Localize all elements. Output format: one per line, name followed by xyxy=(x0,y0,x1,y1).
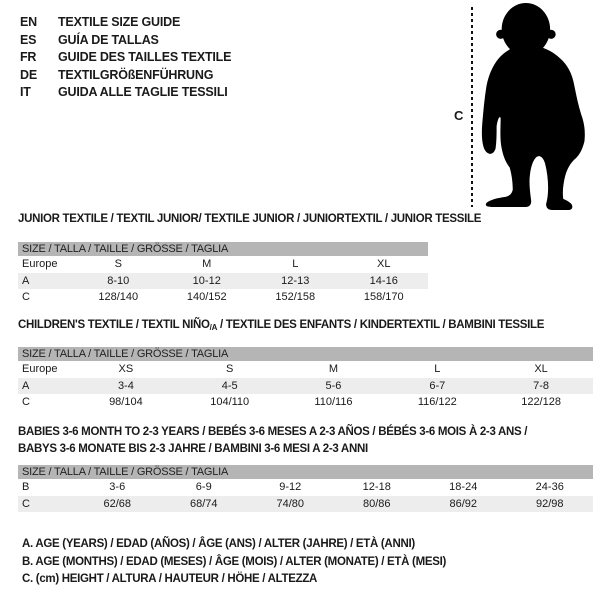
toddler-silhouette-icon xyxy=(479,2,596,212)
table-cell: 24-36 xyxy=(535,481,564,493)
language-code: EN xyxy=(20,15,37,29)
row-label: A xyxy=(22,379,30,392)
row-label: C xyxy=(22,291,30,303)
table-cell: 14-16 xyxy=(369,274,398,287)
height-measure-dashed-line xyxy=(471,7,473,207)
table-row xyxy=(18,496,593,513)
language-list xyxy=(20,14,231,102)
children-title-pre: CHILDREN'S TEXTILE / TEXTIL NIÑO xyxy=(18,319,210,331)
table-row xyxy=(18,273,428,290)
children-title-sub: /A xyxy=(209,323,218,332)
table-row xyxy=(18,394,593,411)
table-cell: M xyxy=(328,363,339,375)
table-cell: 110/116 xyxy=(314,396,353,408)
table-cell: 10-12 xyxy=(192,274,221,287)
row-label: Europe xyxy=(22,258,58,270)
language-code: DE xyxy=(20,67,37,82)
table-cell: XL xyxy=(534,363,548,375)
language-row xyxy=(20,14,231,32)
footnotes xyxy=(22,536,446,589)
table-cell: 104/110 xyxy=(210,396,250,408)
table-cell: 80/86 xyxy=(362,497,391,510)
children-table-title xyxy=(18,319,544,332)
table-cell: 86/92 xyxy=(449,497,478,510)
row-label: A xyxy=(22,274,30,287)
table-cell: 3-4 xyxy=(117,379,134,392)
row-label: C xyxy=(22,497,30,510)
table-cell: S xyxy=(226,363,234,375)
table-cell: XL xyxy=(377,258,391,270)
table-cell: 12-13 xyxy=(281,274,310,287)
children-size-table xyxy=(18,347,593,411)
row-label: B xyxy=(22,481,30,493)
language-label: GUIDE DES TAILLES TEXTILE xyxy=(58,50,232,64)
size-header-bar: SIZE / TALLA / TAILLE / GRÖSSE / TAGLIA xyxy=(18,242,428,256)
language-row xyxy=(20,32,231,50)
language-row xyxy=(20,67,231,85)
language-label: TEXTILGRÖßENFÜHRUNG xyxy=(58,67,214,82)
babies-title-line1: BABIES 3-6 MONTH TO 2-3 YEARS / BEBÉS 3-6 MESES A 2-3 AÑOS / BÉBÉS 3-6 MOIS À 2-3 ANS / xyxy=(18,426,528,438)
footnote-c: C. (cm) HEIGHT / ALTURA / HAUTEUR / HÖHE / ALTEZZA xyxy=(22,573,318,585)
table-cell: 7-8 xyxy=(533,379,550,392)
babies-size-table xyxy=(18,465,593,512)
table-cell: 3-6 xyxy=(109,481,126,493)
footnote-a: A. AGE (YEARS) / EDAD (AÑOS) / ÂGE (ANS) / ALTER (JAHRE) / ETÀ (ANNI) xyxy=(22,538,415,550)
table-row xyxy=(18,256,428,273)
junior-table-title: JUNIOR TEXTILE / TEXTIL JUNIOR/ TEXTILE JUNIOR / JUNIORTEXTIL / JUNIOR TESSILE xyxy=(18,213,482,225)
babies-title-line2: BABYS 3-6 MONATE BIS 2-3 JAHRE / BAMBINI 3-6 MESI A 2-3 ANNI xyxy=(18,443,368,455)
table-cell: 116/122 xyxy=(417,396,457,408)
language-label: GUÍA DE TALLAS xyxy=(58,32,159,47)
language-row xyxy=(20,84,231,102)
language-row xyxy=(20,49,231,67)
table-cell: 122/128 xyxy=(521,396,561,408)
language-code: IT xyxy=(20,85,31,99)
table-cell: 128/140 xyxy=(98,291,139,303)
row-label: Europe xyxy=(22,363,58,375)
table-cell: XS xyxy=(118,363,134,375)
table-cell: M xyxy=(202,258,212,270)
size-header-bar: SIZE / TALLA / TAILLE / GRÖSSE / TAGLIA xyxy=(18,465,593,479)
table-cell: 9-12 xyxy=(279,481,302,493)
language-code: FR xyxy=(20,50,37,64)
table-cell: L xyxy=(434,363,441,375)
table-cell: 152/158 xyxy=(275,291,316,303)
table-cell: 6-7 xyxy=(429,379,446,392)
table-row xyxy=(18,479,593,496)
table-cell: 8-10 xyxy=(107,274,130,287)
table-cell: 74/80 xyxy=(276,497,305,510)
row-label: C xyxy=(22,396,30,408)
table-cell: L xyxy=(292,258,299,270)
table-cell: 92/98 xyxy=(535,497,564,510)
table-cell: 62/68 xyxy=(103,497,132,510)
table-cell: 158/170 xyxy=(363,291,404,303)
table-cell: 12-18 xyxy=(362,481,391,493)
footnote-b: B. AGE (MONTHS) / EDAD (MESES) / ÂGE (MOIS) / ALTER (MONATE) / ETÀ (MESI) xyxy=(22,555,447,568)
table-row xyxy=(18,289,428,306)
height-measure-label: C xyxy=(454,108,464,123)
language-code: ES xyxy=(20,32,37,47)
table-cell: 68/74 xyxy=(189,497,218,510)
table-cell: S xyxy=(114,258,122,270)
table-cell: 6-9 xyxy=(195,481,212,493)
table-cell: 140/152 xyxy=(186,291,227,303)
children-title-post: / TEXTILE DES ENFANTS / KINDERTEXTIL / BAMBINI TESSILE xyxy=(217,319,545,331)
table-row xyxy=(18,361,593,378)
table-cell: 98/104 xyxy=(109,396,143,408)
table-row xyxy=(18,378,593,395)
junior-size-table xyxy=(18,242,428,306)
size-header-bar: SIZE / TALLA / TAILLE / GRÖSSE / TAGLIA xyxy=(18,347,593,361)
language-label: TEXTILE SIZE GUIDE xyxy=(58,15,181,29)
babies-table-title xyxy=(18,424,578,458)
table-cell: 18-24 xyxy=(449,481,478,493)
language-label: GUIDA ALLE TAGLIE TESSILI xyxy=(58,85,228,99)
table-cell: 4-5 xyxy=(221,379,238,392)
table-cell: 5-6 xyxy=(325,379,342,392)
